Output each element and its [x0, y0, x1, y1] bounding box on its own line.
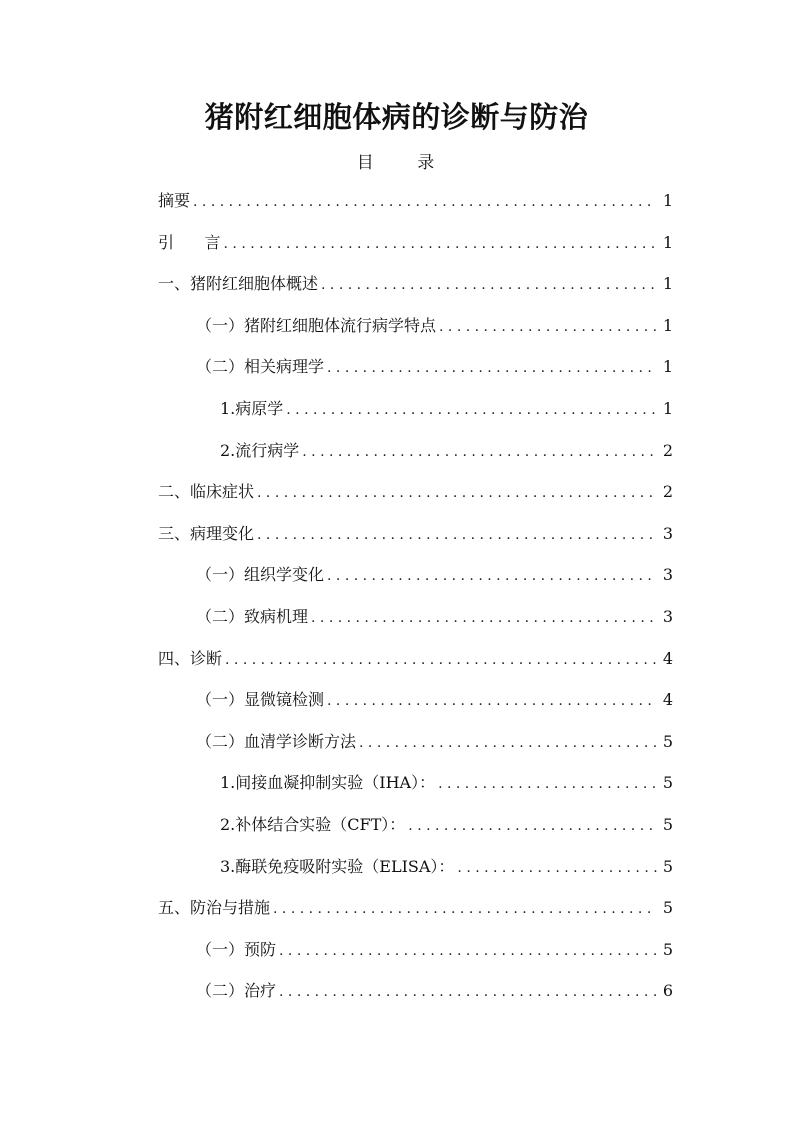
- toc-leader-dots: [439, 310, 657, 344]
- toc-entry[interactable]: [158, 309, 673, 351]
- toc-entry-page: 1: [662, 398, 673, 418]
- toc-entry-label: 2.补体结合实验（CFT）：: [220, 814, 406, 834]
- toc-leader-dots: [327, 351, 657, 385]
- toc-entry-label: 3.酶联免疫吸附实验（ELISA）：: [220, 856, 455, 876]
- toc-entry-label: 引 言: [158, 232, 221, 252]
- toc-leader-dots: [224, 227, 657, 261]
- toc-entry-page: 5: [662, 939, 673, 959]
- toc-entry-page: 5: [662, 898, 673, 918]
- toc-leader-dots: [279, 934, 657, 968]
- toc-entry-label: 三、病理变化: [158, 523, 255, 543]
- document-title: 猪附红细胞体病的诊断与防治: [204, 100, 589, 134]
- toc-leader-dots: [321, 268, 657, 302]
- toc-entry-page: 1: [662, 315, 673, 335]
- toc-entry[interactable]: [158, 891, 673, 933]
- toc-leader-dots: [257, 476, 657, 510]
- toc-entry[interactable]: [158, 766, 673, 808]
- toc-entry-label: 1.病原学: [220, 398, 284, 418]
- toc-entry-page: 3: [662, 606, 673, 626]
- toc-leader-dots: [438, 767, 657, 801]
- toc-leader-dots: [257, 518, 657, 552]
- toc-entry-page: 1: [662, 232, 673, 252]
- toc-entry-label: 二、临床症状: [158, 482, 255, 502]
- toc-entry-label: 一、猪附红细胞体概述: [158, 274, 319, 294]
- toc-entry[interactable]: [158, 933, 673, 975]
- toc-entry[interactable]: [158, 683, 673, 725]
- toc-entry[interactable]: [158, 350, 673, 392]
- toc-entry-label: （二）相关病理学: [196, 357, 325, 377]
- toc-entry[interactable]: [158, 267, 673, 309]
- toc-entry-label: （一）组织学变化: [196, 565, 325, 585]
- toc-entry-label: （一）猪附红细胞体流行病学特点: [196, 315, 437, 335]
- toc-heading: 目 录: [356, 153, 447, 173]
- toc-leader-dots: [193, 185, 657, 219]
- toc-entry-label: （一）显微镜检测: [196, 690, 325, 710]
- toc-entry-label: 1.间接血凝抑制实验（IHA）：: [220, 773, 436, 793]
- toc-entry[interactable]: [158, 226, 673, 268]
- toc-entry[interactable]: [158, 808, 673, 850]
- toc-entry[interactable]: [158, 558, 673, 600]
- toc-entry-label: 摘要: [158, 191, 191, 210]
- toc-leader-dots: [327, 559, 657, 593]
- toc-entry-label: 2.流行病学: [220, 440, 300, 460]
- toc-entry[interactable]: [158, 184, 673, 226]
- toc-leader-dots: [359, 726, 657, 760]
- toc-leader-dots: [279, 975, 657, 1009]
- toc-entry-page: 5: [662, 773, 673, 793]
- toc-leader-dots: [302, 435, 657, 469]
- toc-entry-label: （二）治疗: [196, 981, 277, 1001]
- toc-entry-page: 2: [662, 440, 673, 460]
- toc-entry[interactable]: [158, 974, 673, 1016]
- toc-entry-label: 四、诊断: [158, 648, 223, 668]
- toc-leader-dots: [327, 684, 657, 718]
- toc-entry-page: 4: [662, 690, 673, 710]
- toc-entry[interactable]: [158, 600, 673, 642]
- toc-entry-page: 5: [662, 856, 673, 876]
- toc-leader-dots: [286, 393, 657, 427]
- toc-entry-page: 6: [662, 981, 673, 1001]
- toc-entry-page: 3: [662, 565, 673, 585]
- toc-entry[interactable]: [158, 434, 673, 476]
- toc-entry[interactable]: [158, 725, 673, 767]
- toc-leader-dots: [408, 809, 657, 843]
- toc-entry-label: （二）致病机理: [196, 606, 309, 626]
- toc-leader-dots: [225, 643, 657, 677]
- toc-entry-page: 1: [662, 357, 673, 377]
- toc-leader-dots: [273, 892, 657, 926]
- toc-leader-dots: [457, 851, 656, 885]
- table-of-contents: [158, 184, 673, 1016]
- toc-entry[interactable]: [158, 475, 673, 517]
- toc-entry[interactable]: [158, 642, 673, 684]
- toc-entry-label: （一）预防: [196, 939, 277, 959]
- toc-leader-dots: [311, 601, 657, 635]
- toc-entry[interactable]: [158, 850, 673, 892]
- toc-entry-page: 3: [662, 523, 673, 543]
- toc-entry[interactable]: [158, 517, 673, 559]
- toc-entry-page: 2: [662, 482, 673, 502]
- toc-entry-page: 4: [662, 648, 673, 668]
- toc-entry-page: 5: [662, 814, 673, 834]
- toc-entry-page: 1: [662, 274, 673, 294]
- toc-entry-page: 1: [662, 191, 673, 210]
- toc-entry-label: 五、防治与措施: [158, 898, 271, 918]
- toc-entry-label: （二）血清学诊断方法: [196, 731, 357, 751]
- toc-entry[interactable]: [158, 392, 673, 434]
- toc-entry-page: 5: [662, 731, 673, 751]
